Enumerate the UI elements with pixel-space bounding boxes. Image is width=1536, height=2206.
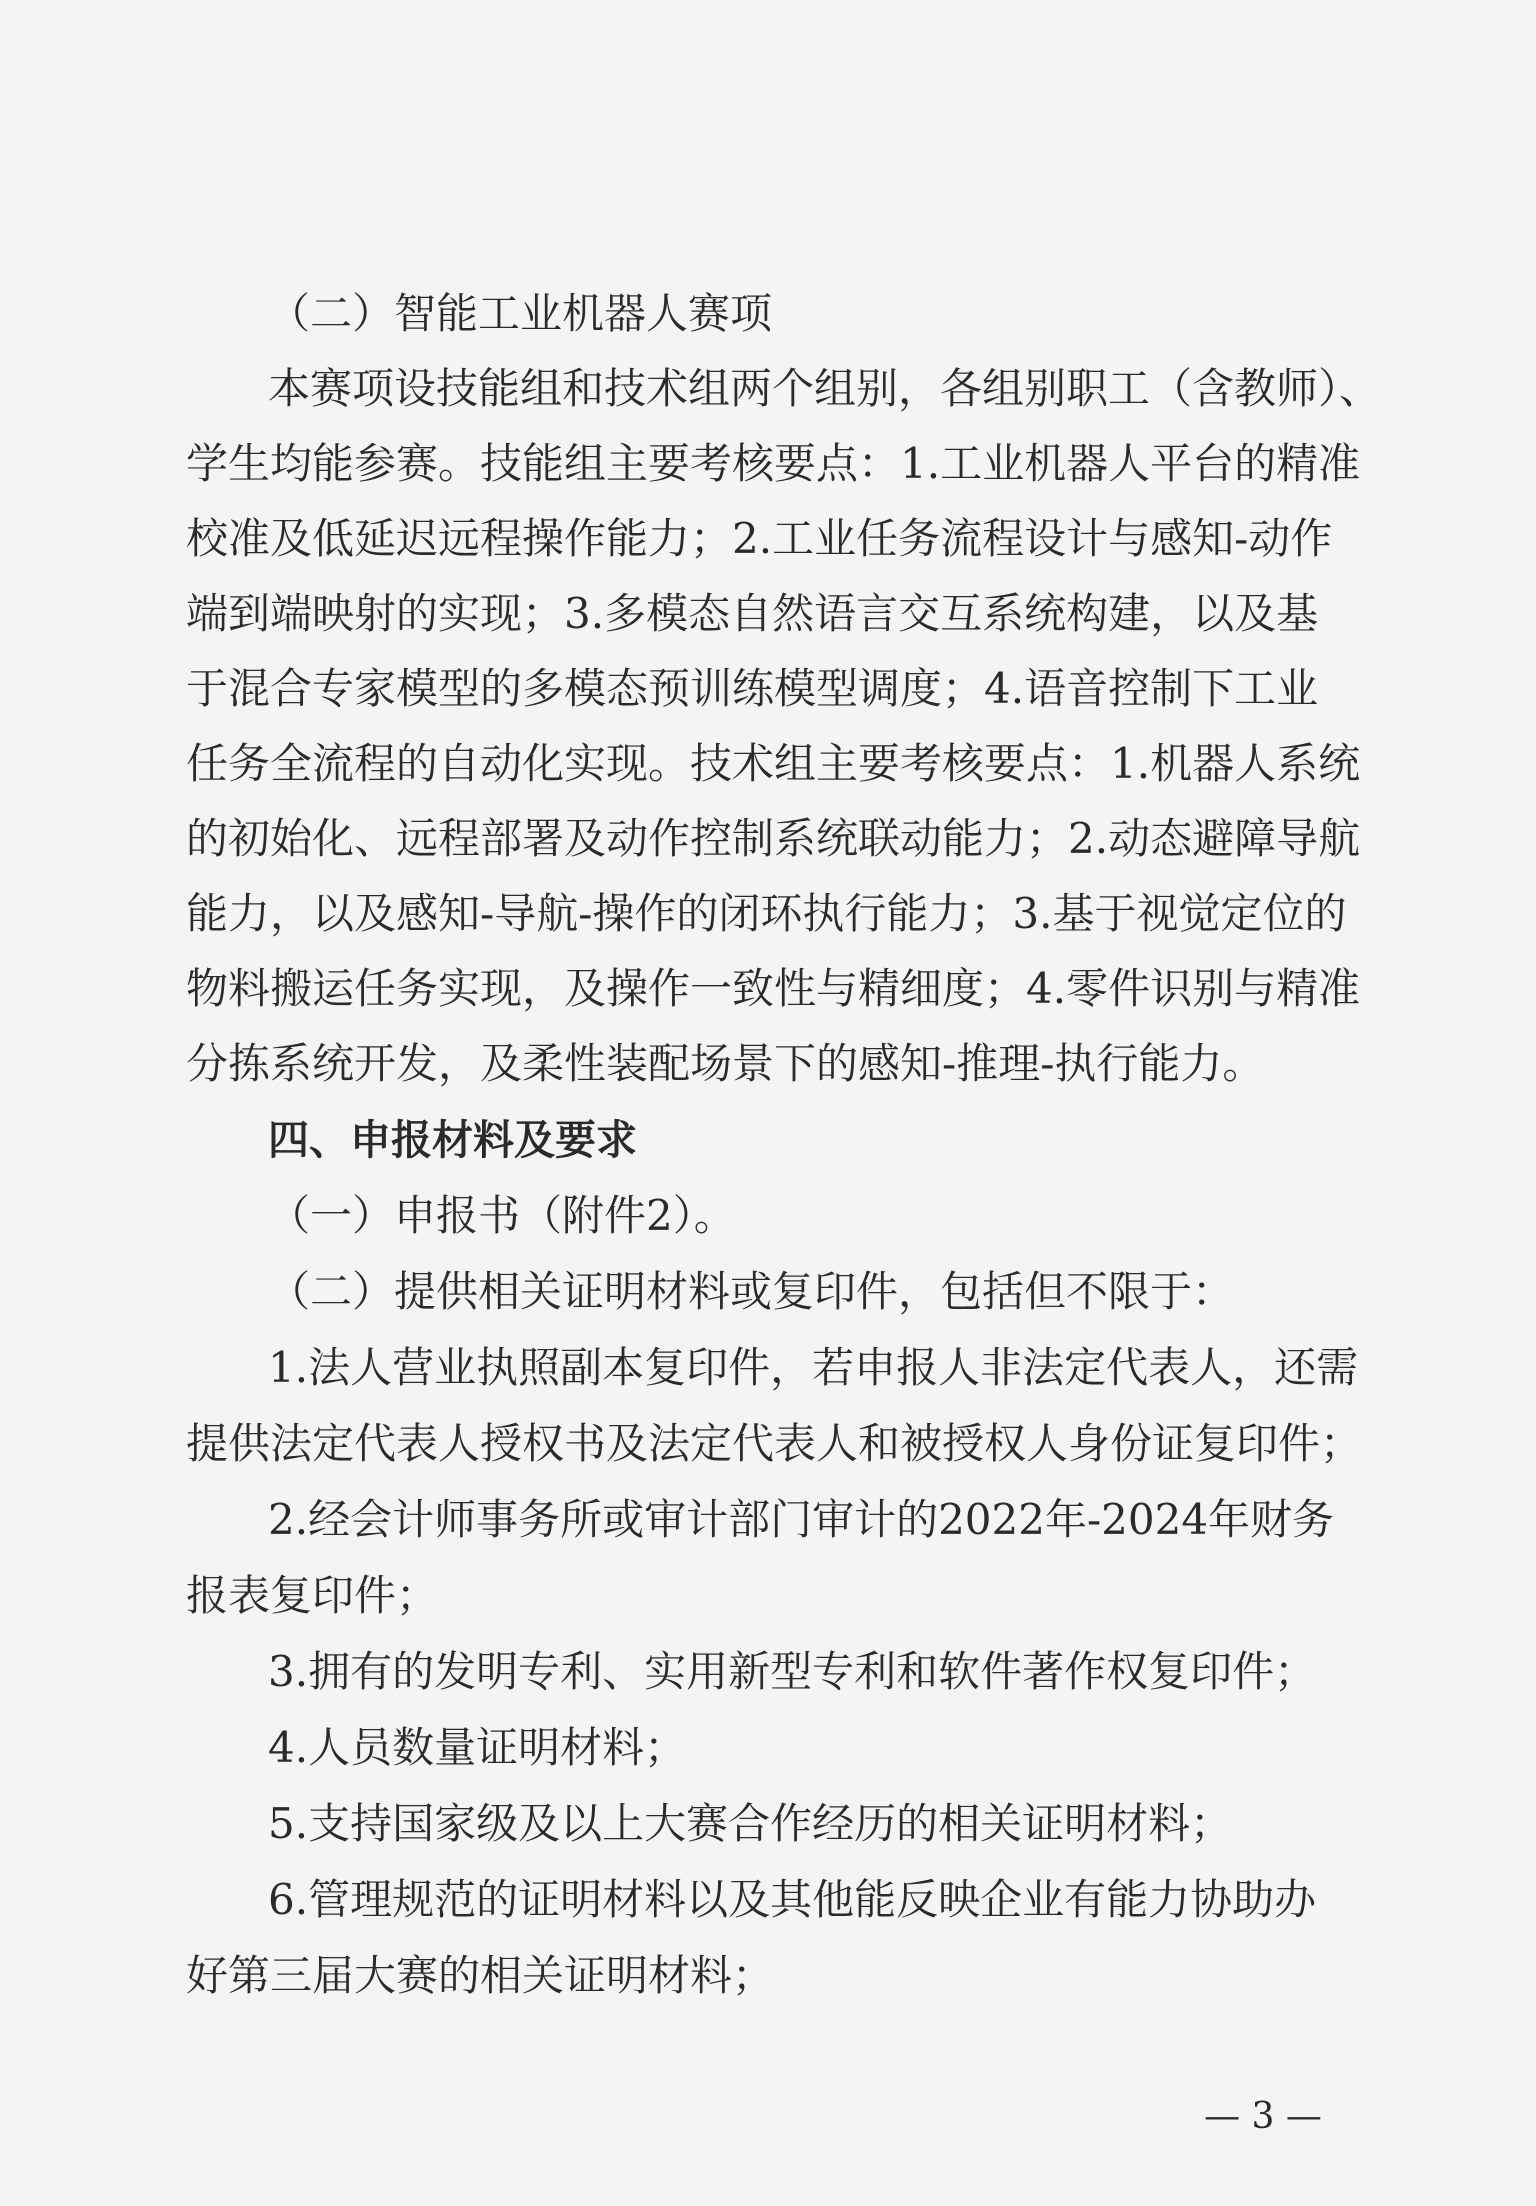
paragraph-line: 物料搬运任务实现，及操作一致性与精细度；4.零件识别与精准 [186, 964, 1361, 1013]
paragraph-line: 的初始化、远程部署及动作控制系统联动能力；2.动态避障导航 [186, 814, 1361, 863]
list-item: 3.拥有的发明专利、实用新型专利和软件著作权复印件； [268, 1647, 1317, 1696]
section-heading-materials: 四、申报材料及要求 [268, 1116, 637, 1164]
paragraph-line: 能力，以及感知-导航-操作的闭环执行能力；3.基于视觉定位的 [186, 889, 1347, 938]
page-number: — 3 — [1204, 2096, 1322, 2137]
paragraph-line: 校准及低延迟远程操作能力；2.工业任务流程设计与感知-动作 [186, 514, 1333, 563]
paragraph-line: 学生均能参赛。技能组主要考核要点：1.工业机器人平台的精准 [186, 439, 1361, 488]
list-item: 4.人员数量证明材料； [268, 1723, 687, 1772]
section-heading-robot-event: （二）智能工业机器人赛项 [268, 289, 773, 338]
paragraph-line: 于混合专家模型的多模态预训练模型调度；4.语音控制下工业 [186, 664, 1319, 713]
paragraph-line: 分拣系统开发，及柔性装配场景下的感知-推理-执行能力。 [186, 1039, 1265, 1088]
paragraph-line: 端到端映射的实现；3.多模态自然语言交互系统构建，以及基 [186, 589, 1319, 638]
list-item-continuation: 好第三届大赛的相关证明材料； [186, 1951, 775, 2000]
list-item: （二）提供相关证明材料或复印件，包括但不限于： [268, 1267, 1235, 1316]
list-item: 5.支持国家级及以上大赛合作经历的相关证明材料； [268, 1799, 1233, 1848]
list-item: 1.法人营业执照副本复印件，若申报人非法定代表人，还需 [268, 1343, 1359, 1392]
list-item: （一）申报书（附件2）。 [268, 1191, 736, 1240]
list-item: 2.经会计师事务所或审计部门审计的2022年-2024年财务 [268, 1495, 1335, 1544]
paragraph-line: 任务全流程的自动化实现。技术组主要考核要点：1.机器人系统 [186, 739, 1361, 788]
list-item: 6.管理规范的证明材料以及其他能反映企业有能力协助办 [268, 1875, 1317, 1924]
paragraph-line: 本赛项设技能组和技术组两个组别，各组别职工（含教师）、 [268, 364, 1382, 413]
list-item-continuation: 报表复印件； [186, 1571, 439, 1620]
list-item-continuation: 提供法定代表人授权书及法定代表人和被授权人身份证复印件； [186, 1419, 1363, 1468]
